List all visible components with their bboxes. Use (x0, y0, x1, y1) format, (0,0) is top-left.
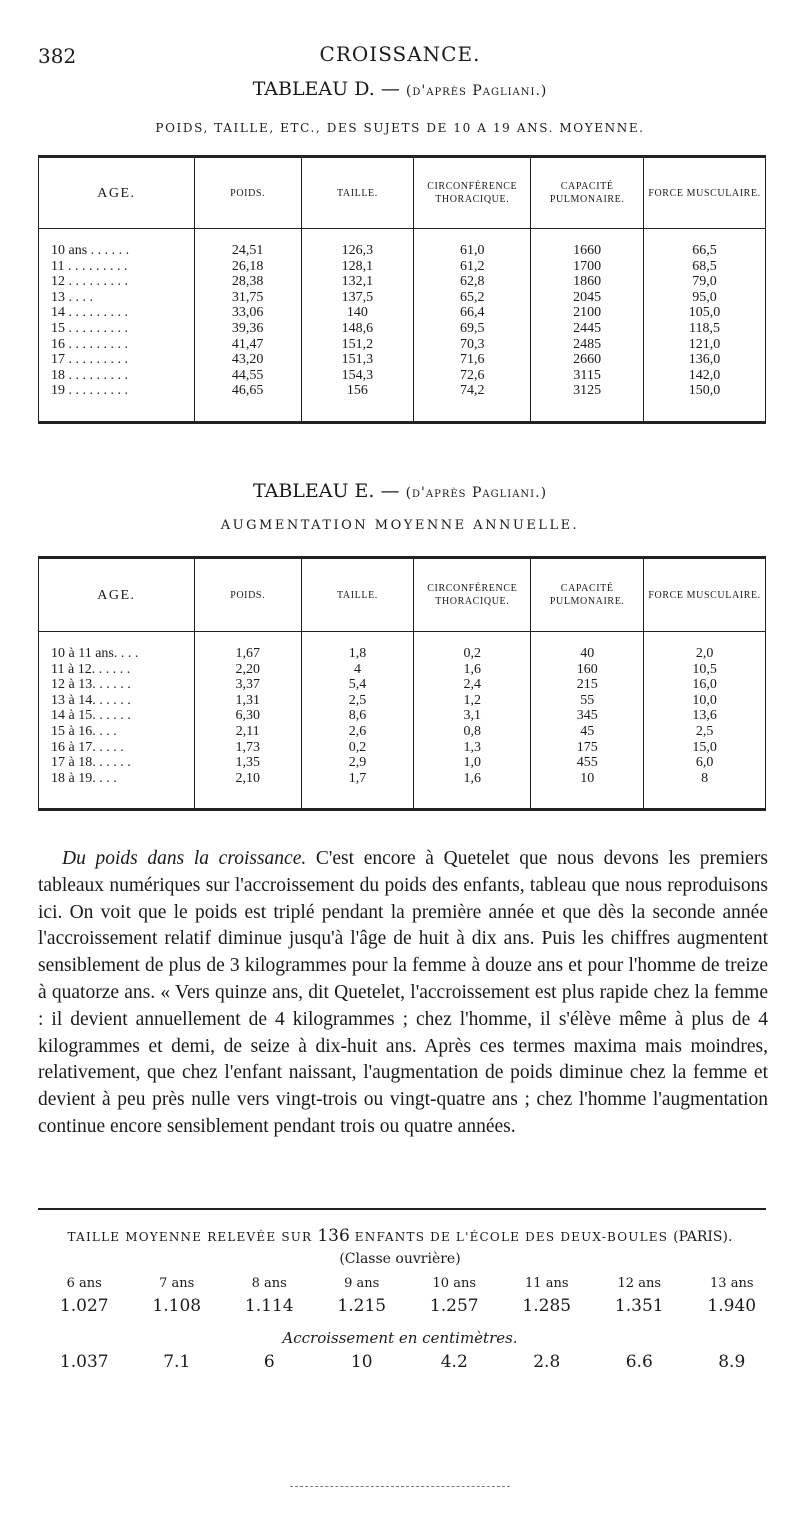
cell-age: 12 . . . . . . . . . (51, 274, 128, 290)
tableau-e-subtitle: AUGMENTATION MOYENNE ANNUELLE. (220, 518, 580, 533)
cell-capacite: 1860 (531, 274, 644, 290)
cell-capacite: 2100 (531, 305, 644, 321)
cell-poids: 2,11 (194, 724, 301, 740)
paragraph-lead: Du poids dans la croissance. (62, 848, 307, 869)
value-cell: 1.285 (522, 1296, 572, 1316)
table-row (39, 259, 766, 275)
cell-force: 121,0 (644, 337, 766, 353)
cell-circonference: 1,0 (414, 755, 531, 771)
cell-taille: 132,1 (301, 274, 414, 290)
cell-capacite: 40 (531, 646, 644, 662)
table-row (39, 755, 766, 771)
cell-circonference: 70,3 (414, 337, 531, 353)
cell-poids: 46,65 (194, 383, 301, 399)
cell-age: 15 . . . . . . . . . (51, 320, 128, 336)
taille-title (0, 1226, 800, 1246)
value-cell: 2.8 (533, 1352, 561, 1372)
table-row (39, 646, 766, 662)
cell-force: 105,0 (644, 305, 766, 321)
cell-age: 10 à 11 ans. . . . (51, 646, 139, 661)
taille-ages-row (38, 1276, 778, 1291)
cell-taille: 1,8 (301, 646, 414, 662)
cell-force: 16,0 (644, 677, 766, 693)
cell-capacite: 2445 (531, 321, 644, 337)
section-rule (38, 1208, 766, 1210)
cell-taille: 0,2 (301, 740, 414, 756)
table-row (39, 290, 766, 306)
cell-taille: 5,4 (301, 677, 414, 693)
cell-taille: 137,5 (301, 290, 414, 306)
table-row (39, 677, 766, 693)
column-header-capacite: CAPACITÉ PULMONAIRE. (531, 157, 644, 229)
cell-poids: 24,51 (194, 243, 301, 259)
value-cell: 1.027 (59, 1296, 109, 1316)
cell-age: 11 à 12. . . . . . (51, 661, 131, 677)
cell-capacite: 1700 (531, 259, 644, 275)
taille-increments-row (38, 1352, 778, 1372)
cell-poids: 44,55 (194, 368, 301, 384)
cell-poids: 6,30 (194, 708, 301, 724)
value-cell: 10 ans (432, 1276, 476, 1291)
cell-circonference: 61,0 (414, 243, 531, 259)
column-header-poids: POIDS. (194, 157, 301, 229)
cell-circonference: 1,2 (414, 693, 531, 709)
cell-poids: 1,67 (194, 646, 301, 662)
paragraph-text (38, 846, 768, 1141)
value-cell: 8.9 (718, 1352, 746, 1372)
cell-age: 14 . . . . . . . . . (51, 305, 128, 321)
cell-circonference: 2,4 (414, 677, 531, 693)
cell-force: 10,5 (644, 662, 766, 678)
cell-age: 14 à 15. . . . . . (51, 708, 131, 724)
spacer-cell (531, 632, 644, 647)
cell-poids: 43,20 (194, 352, 301, 368)
table-row (39, 708, 766, 724)
spacer-cell (301, 632, 414, 647)
taille-title-part3: (PARIS). (673, 1229, 733, 1245)
cell-poids: 31,75 (194, 290, 301, 306)
cell-circonference: 1,6 (414, 662, 531, 678)
value-cell: 4.2 (440, 1352, 468, 1372)
spacer-cell (301, 786, 414, 810)
value-cell: 1.351 (614, 1296, 664, 1316)
cell-force: 8 (644, 771, 766, 787)
spacer-cell (194, 399, 301, 423)
column-header-age: AGE. (39, 157, 195, 229)
column-header-poids: POIDS. (194, 558, 301, 632)
column-header-circonference: CIRCONFÉRENCE THORACIQUE. (414, 558, 531, 632)
column-header-force: FORCE MUSCULAIRE. (644, 157, 766, 229)
cell-age: 12 à 13. . . . . . (51, 677, 131, 693)
spacer-cell (644, 786, 766, 810)
cell-poids: 28,38 (194, 274, 301, 290)
taille-classe: (Classe ouvrière) (339, 1251, 461, 1267)
cell-circonference: 1,6 (414, 771, 531, 787)
cell-taille: 140 (301, 305, 414, 321)
cell-capacite: 1660 (531, 243, 644, 259)
cell-circonference: 66,4 (414, 305, 531, 321)
tableau-d-source: (d'après Pagliani.) (405, 83, 548, 99)
cell-capacite: 215 (531, 677, 644, 693)
cell-force: 79,0 (644, 274, 766, 290)
cell-circonference: 72,6 (414, 368, 531, 384)
cell-age: 15 à 16. . . . (51, 723, 117, 739)
cell-capacite: 2660 (531, 352, 644, 368)
table-row (39, 693, 766, 709)
cell-capacite: 3115 (531, 368, 644, 384)
table-spacer (39, 632, 766, 647)
tableau-e-dash: — (374, 480, 406, 502)
cell-age: 17 à 18. . . . . . (51, 755, 131, 771)
spacer-cell (39, 632, 195, 647)
cell-poids: 33,06 (194, 305, 301, 321)
value-cell: 1.108 (152, 1296, 202, 1316)
cell-taille: 2,6 (301, 724, 414, 740)
cell-age: 10 ans . . . . . . (51, 243, 130, 258)
taille-title-number: 136 (317, 1226, 350, 1246)
table-row (39, 274, 766, 290)
cell-circonference: 0,2 (414, 646, 531, 662)
cell-taille: 128,1 (301, 259, 414, 275)
table-row (39, 337, 766, 353)
cell-capacite: 45 (531, 724, 644, 740)
tableau-d-subtitle: POIDS, TAILLE, ETC., DES SUJETS DE 10 A 19 ANS. MOYENNE. (155, 121, 645, 135)
cell-circonference: 61,2 (414, 259, 531, 275)
cell-poids: 41,47 (194, 337, 301, 353)
cell-taille: 4 (301, 662, 414, 678)
spacer-cell (194, 786, 301, 810)
spacer-cell (414, 399, 531, 423)
taille-sizes-row (38, 1296, 778, 1316)
cell-circonference: 74,2 (414, 383, 531, 399)
spacer-cell (39, 786, 195, 810)
cell-taille: 156 (301, 383, 414, 399)
cell-capacite: 175 (531, 740, 644, 756)
cell-taille: 126,3 (301, 243, 414, 259)
tableau-d-label: TABLEAU D. (252, 78, 375, 100)
cell-poids: 1,73 (194, 740, 301, 756)
cell-age: 17 . . . . . . . . . (51, 352, 128, 368)
cell-poids: 3,37 (194, 677, 301, 693)
cell-force: 150,0 (644, 383, 766, 399)
cell-taille: 2,5 (301, 693, 414, 709)
table-spacer (39, 229, 766, 244)
spacer-cell (644, 399, 766, 423)
cell-capacite: 2485 (531, 337, 644, 353)
cell-age: 16 à 17. . . . . (51, 739, 124, 755)
cell-force: 95,0 (644, 290, 766, 306)
cell-poids: 1,31 (194, 693, 301, 709)
table-row (39, 243, 766, 259)
cell-age: 19 . . . . . . . . . (51, 383, 128, 399)
cell-force: 66,5 (644, 243, 766, 259)
cell-age: 11 . . . . . . . . . (51, 258, 128, 274)
spacer-cell (194, 229, 301, 244)
spacer-cell (531, 229, 644, 244)
cell-capacite: 3125 (531, 383, 644, 399)
spacer-cell (644, 229, 766, 244)
spacer-cell (531, 786, 644, 810)
value-cell: 11 ans (525, 1276, 569, 1291)
cell-age: 18 à 19. . . . (51, 770, 117, 786)
table-row (39, 321, 766, 337)
column-header-age: AGE. (39, 558, 195, 632)
spacer-cell (39, 229, 195, 244)
value-cell: 1.215 (337, 1296, 387, 1316)
value-cell: 7 ans (159, 1276, 195, 1291)
cell-poids: 39,36 (194, 321, 301, 337)
cell-poids: 2,10 (194, 771, 301, 787)
value-cell: 8 ans (251, 1276, 287, 1291)
cell-circonference: 1,3 (414, 740, 531, 756)
cell-circonference: 65,2 (414, 290, 531, 306)
table-row (39, 368, 766, 384)
value-cell: 12 ans (617, 1276, 661, 1291)
value-cell: 13 ans (710, 1276, 754, 1291)
bottom-dashes (290, 1486, 510, 1487)
cell-circonference: 62,8 (414, 274, 531, 290)
cell-circonference: 3,1 (414, 708, 531, 724)
paragraph-body: C'est encore à Quetelet que nous devons les premiers tableaux numériques sur l'accroissement du poids des enfants, tableau que nous reproduisons ici. On voit que le poids est triplé pendant la première année et que dès la seconde année l'accroissement relatif diminue jusqu'à l'âge de huit à dix ans. Puis les chiffres augmentent sensiblement de plus de 3 kilogrammes pour la femme à douze ans et pour l'homme de treize à quatorze ans. « Vers quinze ans, dit Quetelet, l'accroissement est plus rapide chez la femme : il devient annuellement de 4 kilogrammes ; chez l'homme, il s'élève même à plus de 4 kilogrammes et demi, de seize à dix-huit ans. Après ces termes maxima mais moindres, relativement, que chez l'enfant naissant, l'augmentation de poids diminue chez la femme et devient à peu près nulle vers vingt-trois ou vingt-quatre ans ; chez l'homme l'augmentation continue encore sensiblement pendant trois ou quatre années. (38, 848, 768, 1137)
cell-capacite: 345 (531, 708, 644, 724)
value-cell: 7.1 (163, 1352, 191, 1372)
running-title: CROISSANCE. (319, 42, 481, 66)
value-cell: 1.257 (429, 1296, 479, 1316)
cell-force: 2,0 (644, 646, 766, 662)
table-row (39, 771, 766, 787)
cell-force: 10,0 (644, 693, 766, 709)
table-row (39, 740, 766, 756)
cell-force: 15,0 (644, 740, 766, 756)
table-row (39, 662, 766, 678)
cell-taille: 151,3 (301, 352, 414, 368)
spacer-cell (414, 786, 531, 810)
cell-taille: 148,6 (301, 321, 414, 337)
value-cell: 10 (350, 1352, 373, 1372)
cell-circonference: 0,8 (414, 724, 531, 740)
cell-poids: 26,18 (194, 259, 301, 275)
table-row (39, 724, 766, 740)
tableau-e-title (0, 480, 800, 502)
taille-title-part2: ENFANTS DE L'ÉCOLE DES DEUX-BOULES (349, 1230, 674, 1244)
table-spacer (39, 399, 766, 423)
cell-taille: 154,3 (301, 368, 414, 384)
value-cell: 1.940 (707, 1296, 757, 1316)
tableau-d-dash: — (374, 78, 406, 100)
cell-force: 13,6 (644, 708, 766, 724)
cell-force: 136,0 (644, 352, 766, 368)
cell-capacite: 455 (531, 755, 644, 771)
value-cell: 1.114 (244, 1296, 294, 1316)
spacer-cell (414, 632, 531, 647)
page-number: 382 (38, 44, 77, 68)
spacer-cell (644, 632, 766, 647)
cell-age: 16 . . . . . . . . . (51, 336, 128, 352)
cell-age: 13 à 14. . . . . . (51, 692, 131, 708)
value-cell: 6.6 (625, 1352, 653, 1372)
cell-taille: 1,7 (301, 771, 414, 787)
tableau-e-source: (d'après Pagliani.) (405, 485, 548, 501)
cell-force: 142,0 (644, 368, 766, 384)
cell-circonference: 69,5 (414, 321, 531, 337)
tableau-e-table (38, 556, 766, 811)
cell-taille: 2,9 (301, 755, 414, 771)
cell-circonference: 71,6 (414, 352, 531, 368)
column-header-taille: TAILLE. (301, 558, 414, 632)
cell-capacite: 2045 (531, 290, 644, 306)
cell-force: 118,5 (644, 321, 766, 337)
taille-title-part1: TAILLE MOYENNE RELEVÉE SUR (67, 1230, 318, 1244)
tableau-d-title (0, 78, 800, 100)
cell-age: 18 . . . . . . . . . (51, 367, 128, 383)
cell-age: 13 . . . . (51, 289, 93, 305)
spacer-cell (301, 229, 414, 244)
increment-label: Accroissement en centimètres. (282, 1329, 518, 1347)
cell-capacite: 10 (531, 771, 644, 787)
value-cell: 6 (263, 1352, 275, 1372)
cell-poids: 1,35 (194, 755, 301, 771)
spacer-cell (194, 632, 301, 647)
value-cell: 9 ans (344, 1276, 380, 1291)
table-spacer (39, 786, 766, 810)
column-header-taille: TAILLE. (301, 157, 414, 229)
spacer-cell (39, 399, 195, 423)
column-header-capacite: CAPACITÉ PULMONAIRE. (531, 558, 644, 632)
table-row (39, 383, 766, 399)
cell-capacite: 160 (531, 662, 644, 678)
table-row (39, 305, 766, 321)
cell-force: 6,0 (644, 755, 766, 771)
cell-taille: 8,6 (301, 708, 414, 724)
table-row (39, 352, 766, 368)
cell-capacite: 55 (531, 693, 644, 709)
column-header-force: FORCE MUSCULAIRE. (644, 558, 766, 632)
cell-force: 68,5 (644, 259, 766, 275)
spacer-cell (414, 229, 531, 244)
spacer-cell (531, 399, 644, 423)
cell-force: 2,5 (644, 724, 766, 740)
tableau-d-table (38, 155, 766, 424)
cell-taille: 151,2 (301, 337, 414, 353)
cell-poids: 2,20 (194, 662, 301, 678)
column-header-circonference: CIRCONFÉRENCE THORACIQUE. (414, 157, 531, 229)
tableau-e-label: TABLEAU E. (252, 480, 375, 502)
body-paragraph (38, 846, 768, 1141)
spacer-cell (301, 399, 414, 423)
value-cell: 6 ans (66, 1276, 102, 1291)
value-cell: 1.037 (59, 1352, 109, 1372)
